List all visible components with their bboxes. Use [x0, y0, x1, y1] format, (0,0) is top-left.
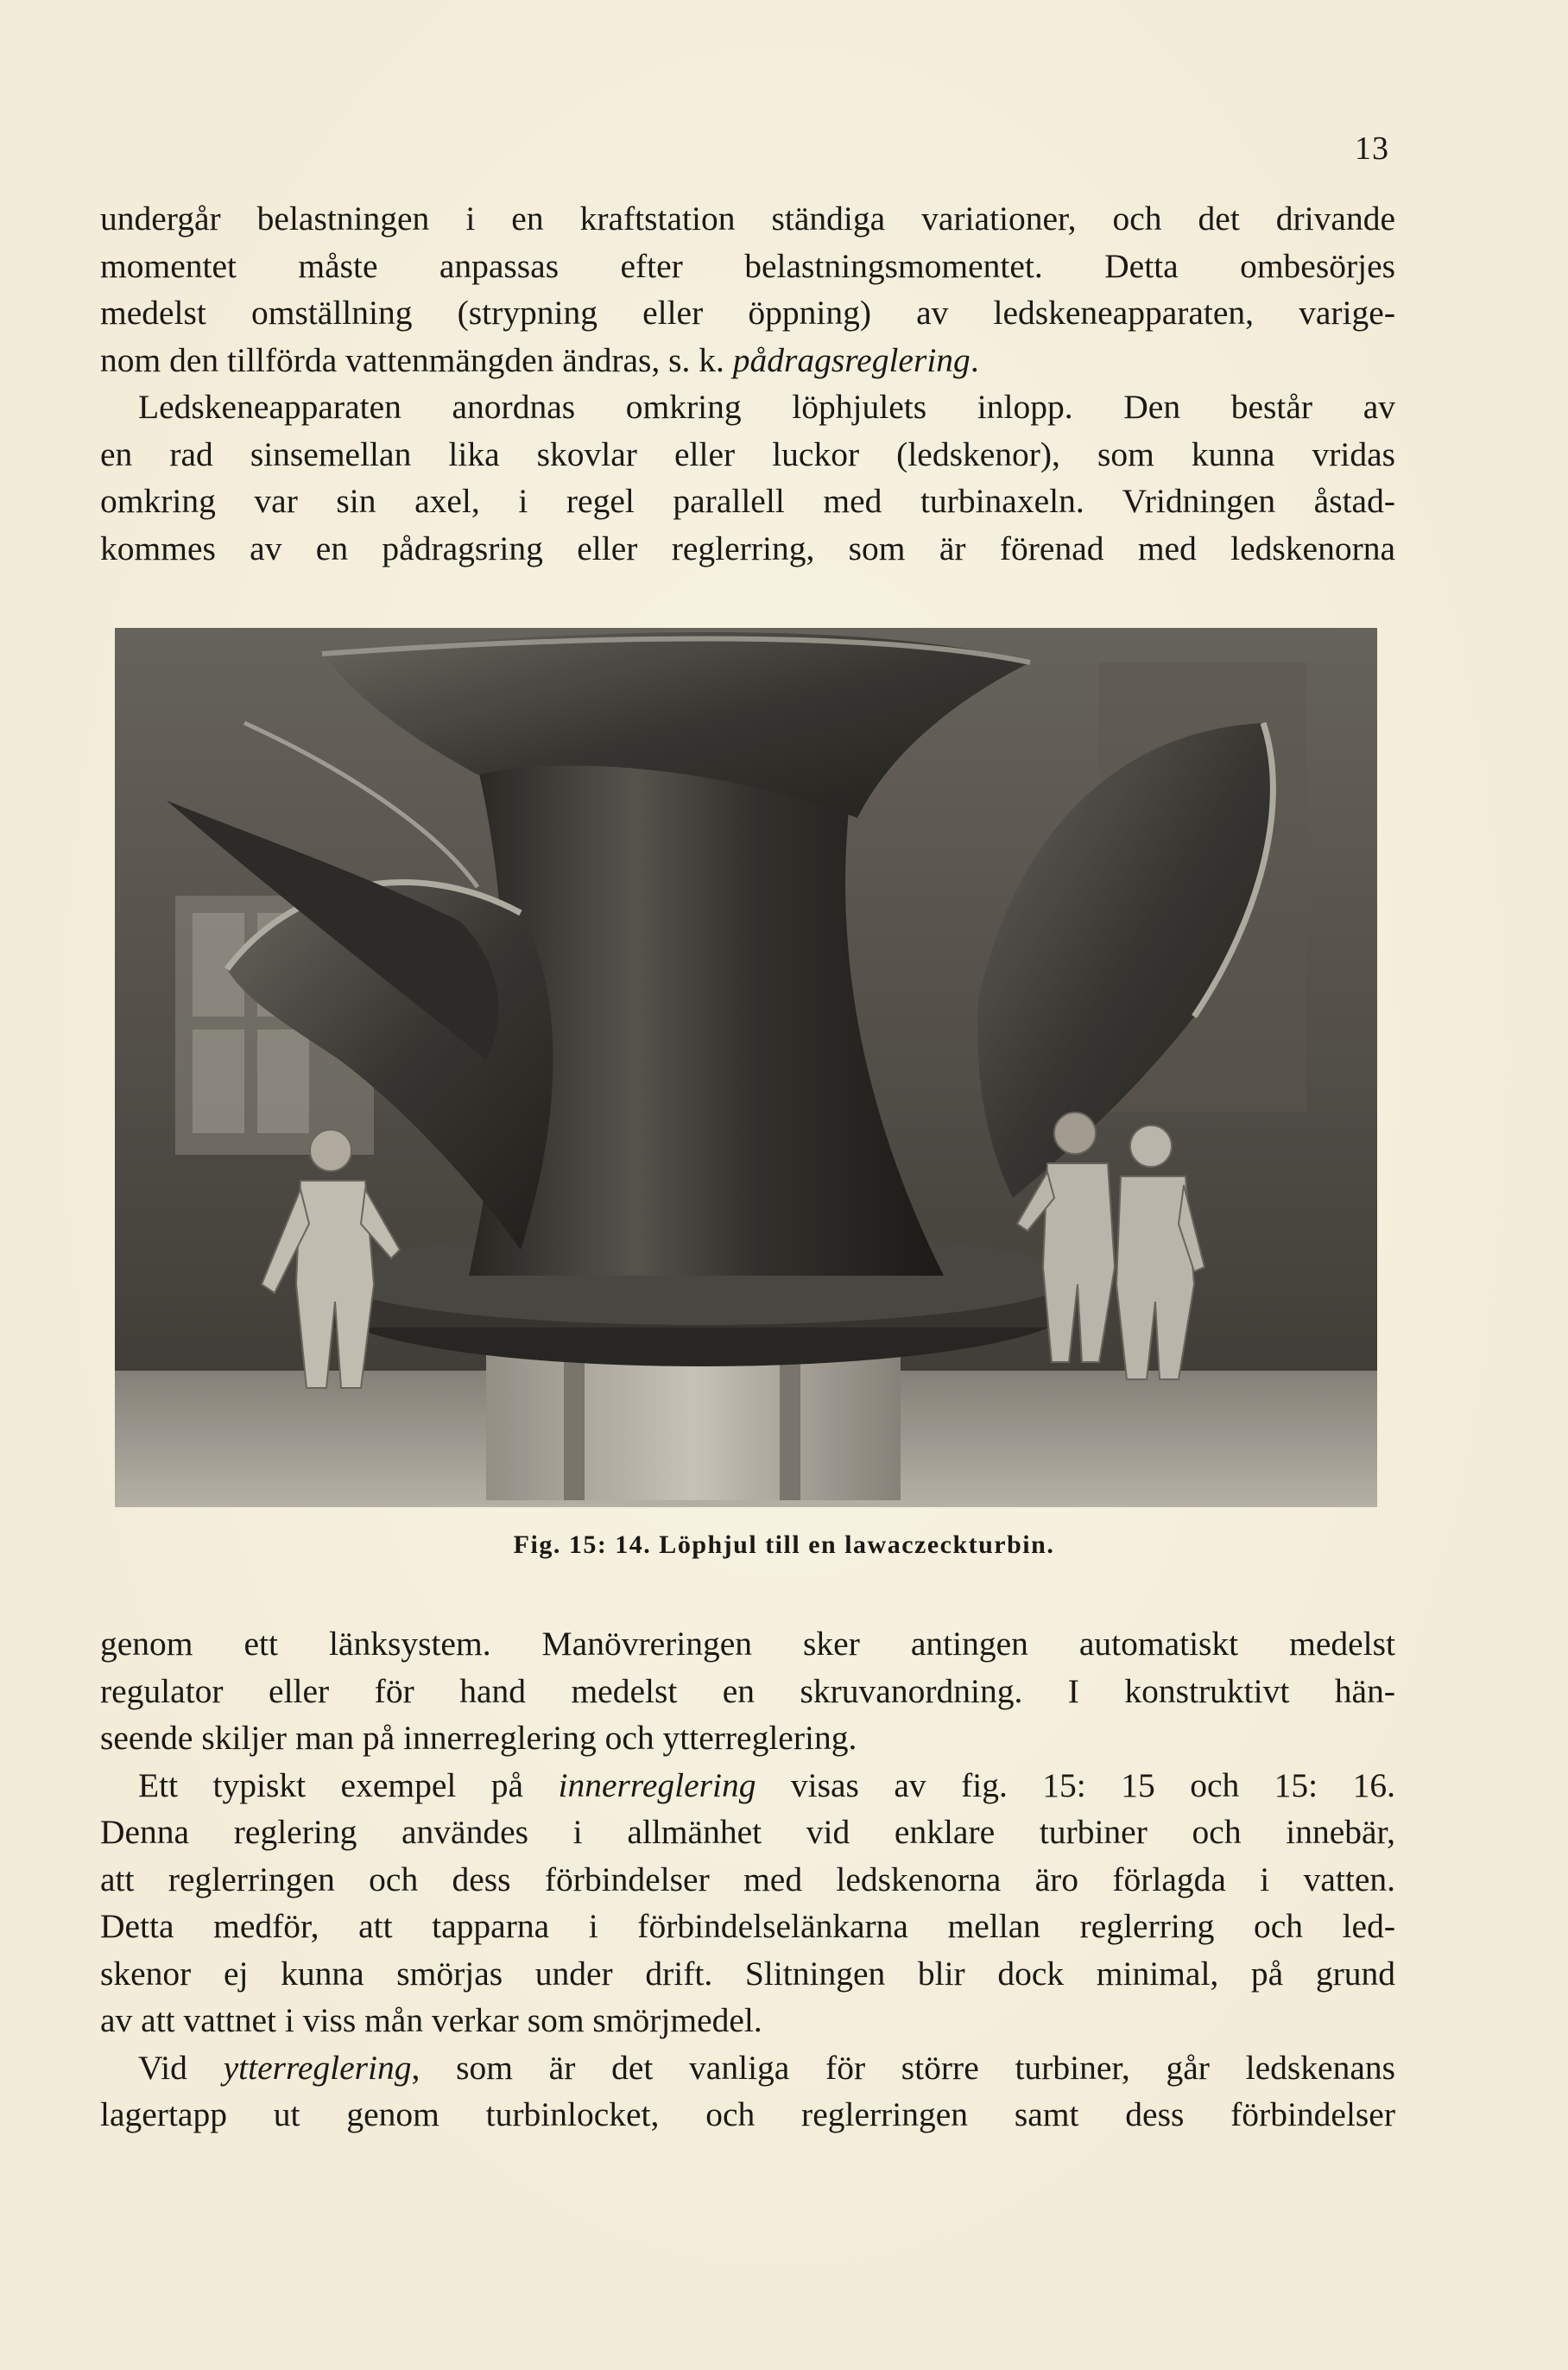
text-line: momentet måste anpassas efter belastningsmomentet. Detta ombesörjes: [100, 246, 1395, 285]
italic-term: ytterreglering: [223, 2048, 412, 2087]
page-number: 13: [1355, 130, 1389, 167]
text-line: [100, 337, 1395, 384]
text-line: Detta medför, att tapparna i förbindelselänkarna mellan reglerring och led-: [100, 1907, 1395, 1945]
text-span: , som är det vanliga för större turbiner, går ledskenans: [411, 2048, 1395, 2087]
text-line: att reglerringen och dess förbindelser med ledskenorna äro förlagda i vatten.: [100, 1860, 1395, 1898]
top-text-block: [100, 195, 1395, 572]
text-line: av att vattnet i viss mån verkar som smörjmedel.: [100, 2001, 762, 2039]
text-span: Ett typiskt exempel på: [138, 1765, 559, 1804]
text-line: Ledskeneapparaten anordnas omkring löphjulets inlopp. Den består av: [138, 388, 1395, 426]
italic-term: innerreglering: [558, 1765, 756, 1804]
text-line: genom ett länksystem. Manövreringen sker antingen automatiskt medelst: [100, 1625, 1395, 1663]
text-line: [100, 2044, 1395, 2092]
text-line: Denna reglering användes i allmänhet vid enklare turbiner och innebär,: [100, 1813, 1395, 1851]
text-line: undergår belastningen i en kraftstation ständiga variationer, och det drivande: [100, 200, 1395, 238]
italic-term: pådragsreglering: [732, 340, 971, 379]
bottom-text-block: [100, 1620, 1395, 2139]
text-line: regulator eller för hand medelst en skruvanordning. I konstruktivt hän-: [100, 1671, 1395, 1710]
text-span: nom den tillförda vattenmängden ändras, s. k.: [100, 340, 733, 379]
text-span: .: [970, 340, 979, 379]
text-line: skenor ej kunna smörjas under drift. Slitningen blir dock minimal, på grund: [100, 1954, 1395, 1993]
text-line: [100, 1762, 1395, 1809]
text-line: medelst omställning (strypning eller öppning) av ledskeneapparaten, varige-: [100, 294, 1395, 332]
turbine-runner-photo: [115, 628, 1377, 1507]
text-line: seende skiljer man på innerreglering och ytterreglering.: [100, 1719, 857, 1757]
text-line: omkring var sin axel, i regel parallell med turbinaxeln. Vridningen åstad-: [100, 482, 1395, 520]
text-line: lagertapp ut genom turbinlocket, och reglerringen samt dess förbindelser: [100, 2095, 1395, 2133]
text-line: kommes av en pådragsring eller reglerring, som är förenad med ledskenorna: [100, 529, 1395, 567]
text-line: en rad sinsemellan lika skovlar eller luckor (ledskenor), som kunna vridas: [100, 434, 1395, 473]
figure-caption: Fig. 15: 14. Löphjul till en lawaczeckturbin.: [513, 1530, 1055, 1559]
text-span: Vid: [138, 2048, 224, 2087]
text-span: visas av fig. 15: 15 och 15: 16.: [756, 1765, 1395, 1804]
